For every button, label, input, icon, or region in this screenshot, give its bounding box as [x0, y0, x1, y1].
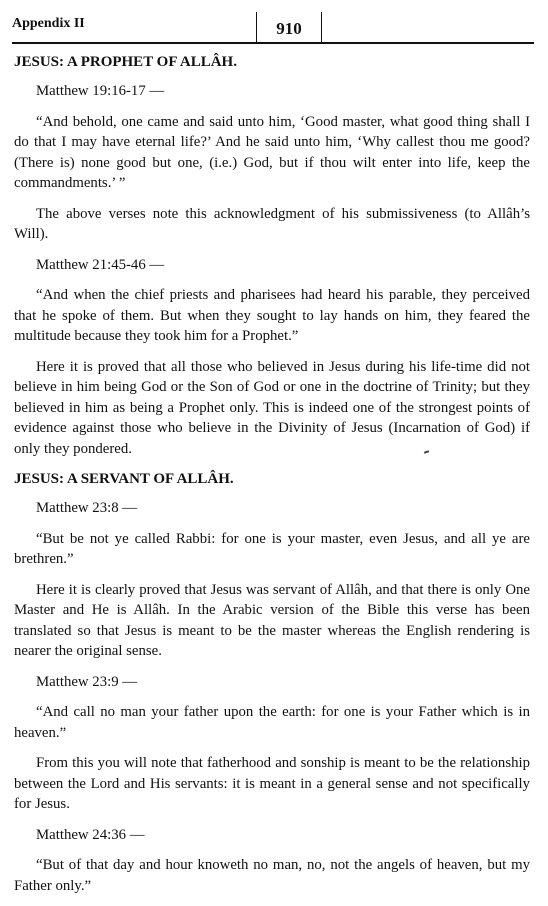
- scripture-quote: “But of that day and hour knoweth no man, no, not the angels of heaven, but my Father only.”: [14, 857, 530, 894]
- section-heading: JESUS: A PROPHET OF ALLÂH.: [14, 54, 237, 70]
- scripture-reference: Matthew 24:36 —: [36, 826, 145, 843]
- section-heading: JESUS: A SERVANT OF ALLÂH.: [14, 471, 234, 487]
- scripture-quote: “And when the chief priests and pharisees had heard his parable, they perceived that he spoke of them. But when they sought to lay hands on him, they feared the multitude because they took him for a Prophet.”: [14, 287, 530, 344]
- page-body: [14, 52, 530, 906]
- scripture-reference: Matthew 23:9 —: [36, 673, 138, 690]
- scripture-quote: “And call no man your father upon the earth: for one is your Father which is in heaven.”: [14, 704, 530, 741]
- commentary-paragraph: Here it is clearly proved that Jesus was servant of Allâh, and that there is only One Master and He is Allâh. In the Arabic version of the Bible this verse has been translated so that Jesus is meant to be the master whereas the English rendering is nearer the original sense.: [14, 581, 530, 659]
- header-rule: [12, 42, 534, 44]
- scripture-reference: Matthew 19:16-17 —: [36, 83, 165, 99]
- page-number: 910: [256, 12, 322, 42]
- scripture-quote: “But be not ye called Rabbi: for one is your master, even Jesus, and all ye are brethren.”: [14, 530, 530, 567]
- commentary-paragraph: From this you will note that fatherhood and sonship is meant to be the relationship between the Lord and His servants: it is meant in a general sense and not specifically for Jesus.: [14, 755, 530, 812]
- scripture-reference: Matthew 21:45-46 —: [36, 256, 165, 273]
- scripture-quote: “And behold, one came and said unto him, ‘Good master, what good thing shall I do that I may have eternal life?’ And he said unto him, ‘Why callest thou me good? (There is) none good but one, (i.e.) God, but if thou wilt enter into life, keep the commandments.’ ”: [14, 113, 530, 191]
- scripture-reference: Matthew 23:8 —: [36, 500, 138, 516]
- section-title: Appendix II: [12, 16, 85, 31]
- page-header: [0, 0, 548, 46]
- commentary-paragraph: Here it is proved that all those who believed in Jesus during his life-time did not believe in him being God or the Son of God or one in the doctrine of Trinity; but they believed in him as being a Prophet only. This is indeed one of the strongest points of evidence against those who believe in the Divinity of Jesus (Incarnation of God) if only they pondered.: [14, 358, 530, 457]
- commentary-paragraph: The above verses note this acknowledgment of his submissiveness (to Allâh’s Will).: [14, 205, 530, 242]
